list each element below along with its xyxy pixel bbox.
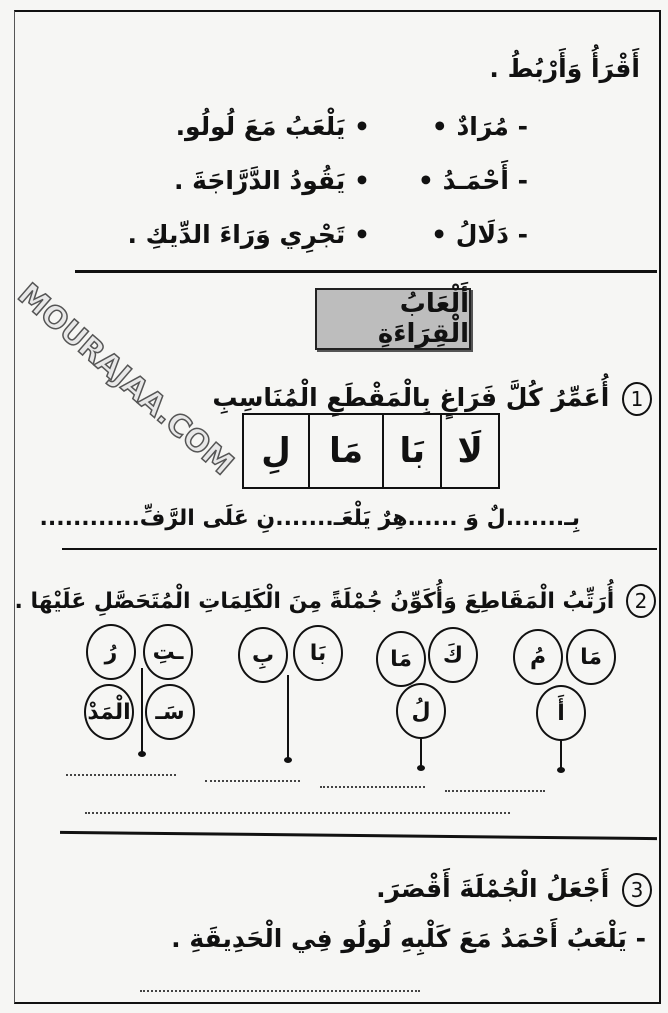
q1-instruction: [212, 382, 652, 416]
q2-text: أُرَتِّبُ الْمَقَاطِعَ وَأُكَوِّنُ جُمْلَةً مِنَ الْكَلِمَاتِ الْمُتَحَصَّلِ عَلَيْهَا .: [14, 589, 615, 614]
syllable-circle: رُ: [86, 624, 136, 680]
q3-instruction: [376, 873, 652, 907]
syllable-cell: لِ: [243, 414, 309, 488]
q1-fill-sentence[interactable]: بِـ.......لٌ وَ ......هِرٌ يَلْعَـ.......نِ عَلَى الرَّفِّ............: [39, 506, 580, 531]
name-item: - أَحْمَـدُ •: [417, 166, 528, 195]
syllable-cell: بَا: [383, 414, 441, 488]
syllable-circle: مُ: [513, 629, 563, 685]
q3-text: أَجْعَلُ الْجُمْلَةَ أَقْصَرَ.: [376, 874, 610, 903]
q2-instruction: [14, 584, 656, 618]
syllable-circle: أَ: [536, 685, 586, 741]
syllable-circle: مَا: [376, 631, 426, 687]
syllable-circle: بَا: [293, 625, 343, 681]
arrow-stem: [141, 668, 143, 754]
section-header: أَلْعَابُ الْقِرَاءَةِ: [315, 288, 471, 350]
divider: [75, 270, 657, 273]
name-item: - مُرَادٌ •: [431, 112, 528, 141]
name-item: - دَلَالُ •: [431, 220, 528, 249]
answer-line[interactable]: [205, 780, 300, 782]
syllable-circle: بِ: [238, 627, 288, 683]
syllable-table: [242, 413, 500, 489]
syllable-circle: مَا: [566, 629, 616, 685]
syllable-circle: الْمَدْ: [84, 684, 134, 740]
syllable-circle: ـتِ: [143, 624, 193, 680]
q1-text: أُعَمِّرُ كُلَّ فَرَاغٍ بِالْمَقْطَعِ الْمُنَاسِبِ: [212, 383, 610, 412]
arrow-stem: [287, 675, 289, 760]
answer-line[interactable]: [320, 786, 425, 788]
syllable-circle: لُ: [396, 683, 446, 739]
answer-line[interactable]: [445, 790, 545, 792]
divider: [62, 548, 657, 550]
syllable-cell: لَا: [441, 414, 499, 488]
action-item: • يَلْعَبُ مَعَ لُولُو.: [175, 112, 370, 141]
syllable-cell: مَا: [309, 414, 383, 488]
q1-number: 1: [622, 382, 652, 416]
read-link-title: أَقْرَأُ وَأَرْبُطُ .: [489, 54, 640, 83]
syllable-circle: سَـ: [145, 684, 195, 740]
action-item: • تَجْرِي وَرَاءَ الدِّيكِ .: [127, 220, 370, 249]
arrow-stem: [420, 738, 422, 768]
answer-line[interactable]: [66, 774, 176, 776]
answer-line[interactable]: [140, 990, 420, 992]
q2-number: 2: [626, 584, 656, 618]
watermark: MOURAJAA.COM: [10, 276, 240, 483]
q3-sentence: - يَلْعَبُ أَحْمَدُ مَعَ كَلْبِهِ لُولُو فِي الْحَدِيقَةِ .: [171, 924, 646, 953]
action-item: • يَقُودُ الدَّرَّاجَةَ .: [173, 166, 370, 195]
sentence-answer-line[interactable]: [85, 812, 510, 814]
q3-number: 3: [622, 873, 652, 907]
syllable-circle: كَ: [428, 627, 478, 683]
